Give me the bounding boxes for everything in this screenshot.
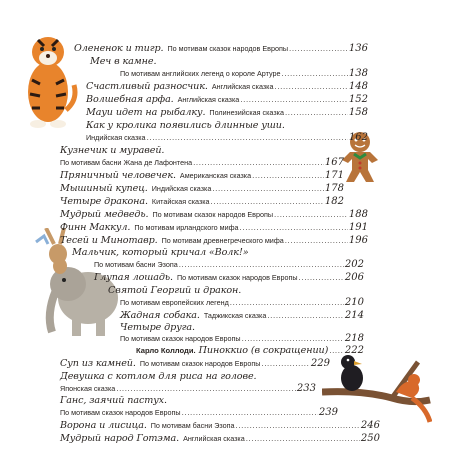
page-number: 239	[318, 407, 338, 418]
leader-dots	[252, 173, 324, 180]
toc-entry[interactable]	[72, 248, 248, 258]
toc-entry[interactable]	[136, 346, 364, 356]
leader-dots	[212, 186, 324, 193]
story-source: Японская сказка	[60, 384, 116, 393]
toc-entry[interactable]	[120, 311, 364, 321]
page-number: 171	[324, 170, 344, 181]
story-title: Меч в камне.	[90, 56, 157, 67]
leader-dots	[329, 348, 344, 355]
story-title: Финн Маккул.	[60, 222, 131, 233]
toc-entry[interactable]	[60, 359, 330, 369]
story-source: Таджикская сказка	[203, 311, 267, 320]
story-title: Святой Георгий и дракон.	[108, 285, 242, 296]
toc-entry[interactable]	[86, 82, 368, 92]
toc-entry[interactable]	[60, 184, 344, 194]
toc-entry-detail	[94, 260, 364, 270]
toc-entry[interactable]	[60, 197, 344, 207]
story-source: Полинезийская сказка	[209, 108, 284, 117]
story-source: По мотивам ирландского мифа	[134, 223, 239, 232]
leader-dots	[267, 313, 344, 320]
leader-dots	[193, 160, 324, 167]
page-number: 250	[360, 433, 380, 444]
page-number: 158	[348, 107, 368, 118]
story-source: По мотивам сказок народов Европы	[139, 359, 261, 368]
page-number: 138	[348, 68, 368, 79]
story-title: Олененок и тигр.	[74, 43, 164, 54]
story-source: По мотивам европейских легенд	[120, 298, 229, 307]
page-number: 246	[360, 420, 380, 431]
page-number: 196	[348, 235, 368, 246]
leader-dots	[285, 110, 348, 117]
page-number: 191	[348, 222, 368, 233]
toc-entry[interactable]	[60, 434, 380, 444]
story-title: Ганс, заячий пастух.	[60, 395, 167, 406]
page-number: 214	[344, 310, 364, 321]
leader-dots	[282, 71, 348, 78]
leader-dots	[246, 436, 360, 443]
story-source: По мотивам сказок народов Европы	[152, 210, 274, 219]
story-title: Девушка с котлом для риса на голове.	[60, 371, 257, 382]
leader-dots	[240, 97, 348, 104]
toc-entry[interactable]	[74, 44, 368, 54]
story-title: Пиноккио (в сокращении)	[198, 345, 329, 356]
page-number: 162	[348, 132, 368, 143]
story-source: Американская сказка	[179, 171, 252, 180]
page-number: 229	[310, 358, 330, 369]
toc-entry[interactable]	[90, 57, 156, 67]
toc-entry[interactable]	[60, 146, 164, 156]
story-title: Мальчик, который кричал «Волк!»	[72, 247, 249, 258]
leader-dots	[211, 199, 324, 206]
toc-entry[interactable]	[108, 286, 241, 296]
story-source: По мотивам сказок народов Европы	[176, 273, 298, 282]
toc-entry[interactable]	[60, 421, 380, 431]
story-title: Четыре друга.	[120, 322, 195, 333]
page-number: 152	[348, 94, 368, 105]
toc-entry-detail	[120, 69, 368, 79]
story-source: По мотивам древнегреческого мифа	[161, 236, 284, 245]
story-title: Жадная собака.	[120, 310, 200, 321]
leader-dots	[240, 225, 348, 232]
page-number: 167	[324, 157, 344, 168]
page-number: 233	[296, 383, 316, 394]
toc-entry[interactable]	[60, 223, 368, 233]
toc-entry[interactable]	[86, 121, 285, 131]
story-title: Ворона и лисица.	[60, 420, 147, 431]
page-number: 136	[348, 43, 368, 54]
story-title: Мауи идет на рыбалку.	[86, 107, 206, 118]
leader-dots	[285, 238, 348, 245]
story-title: Суп из камней.	[60, 358, 136, 369]
page-number: 222	[344, 345, 364, 356]
page-number: 178	[324, 183, 344, 194]
leader-dots	[261, 361, 310, 368]
toc-entry[interactable]	[86, 108, 368, 118]
toc-entry[interactable]	[86, 95, 368, 105]
leader-dots	[116, 386, 296, 393]
toc-entry[interactable]	[94, 273, 364, 283]
story-source: По мотивам басни Эзопа	[94, 260, 178, 269]
story-source: Английская сказка	[177, 95, 240, 104]
page-number: 218	[344, 333, 364, 344]
story-title: Кузнечик и муравей.	[60, 145, 165, 156]
toc-entry[interactable]	[60, 210, 368, 220]
page-number: 202	[344, 259, 364, 270]
leader-dots	[242, 336, 344, 343]
toc-entry-detail	[86, 133, 368, 143]
page-number: 206	[344, 272, 364, 283]
toc-entry-detail	[60, 384, 316, 394]
story-source: Индийская сказка	[86, 133, 146, 142]
leader-dots	[235, 423, 359, 430]
story-source: По мотивам сказок народов Европы	[167, 44, 289, 53]
leader-dots	[179, 262, 344, 269]
leader-dots	[289, 46, 348, 53]
page-number: 210	[344, 297, 364, 308]
story-source: Индийская сказка	[151, 184, 212, 193]
story-source: По мотивам английских легенд о короле Артуре	[120, 69, 281, 78]
toc-entry-detail	[60, 158, 344, 168]
toc-entry-detail	[120, 298, 364, 308]
leader-dots	[147, 135, 348, 142]
toc-entry[interactable]	[60, 171, 344, 181]
leader-dots	[274, 84, 347, 91]
story-title: Мудрый народ Готэма.	[60, 433, 180, 444]
toc-entry-detail	[60, 408, 338, 418]
toc-entry[interactable]	[60, 396, 167, 406]
leader-dots	[230, 300, 344, 307]
story-source: Английская сказка	[183, 434, 245, 443]
story-title: Как у кролика появились длинные уши.	[86, 120, 285, 131]
page-number: 182	[324, 196, 344, 207]
toc-entry[interactable]	[60, 236, 368, 246]
page-number: 188	[348, 209, 368, 220]
story-source: По мотивам сказок народов Европы	[120, 334, 241, 343]
story-source: Китайская сказка	[151, 197, 210, 206]
toc-entry[interactable]	[120, 323, 195, 333]
story-title: Счастливый разносчик.	[86, 81, 208, 92]
author-name: Карло Коллоди.	[136, 346, 196, 355]
story-source: По мотивам басни Жана де Лафонтена	[60, 158, 193, 167]
story-title: Пряничный человечек.	[60, 170, 176, 181]
toc-entry-detail	[120, 334, 364, 344]
story-title: Мышиный купец.	[60, 183, 148, 194]
leader-dots	[274, 212, 348, 219]
story-source: По мотивам сказок народов Европы	[60, 408, 181, 417]
story-title: Мудрый медведь.	[60, 209, 149, 220]
story-title: Волшебная арфа.	[86, 94, 174, 105]
page-number: 148	[348, 81, 368, 92]
story-title: Тесей и Минотавр.	[60, 235, 158, 246]
story-source: По мотивам басни Эзопа	[150, 421, 235, 430]
story-source: Английская сказка	[211, 82, 274, 91]
story-title: Глупая лошадь.	[94, 272, 173, 283]
story-title: Четыре дракона.	[60, 196, 148, 207]
toc-entry[interactable]	[60, 372, 257, 382]
leader-dots	[299, 275, 344, 282]
leader-dots	[182, 410, 318, 417]
